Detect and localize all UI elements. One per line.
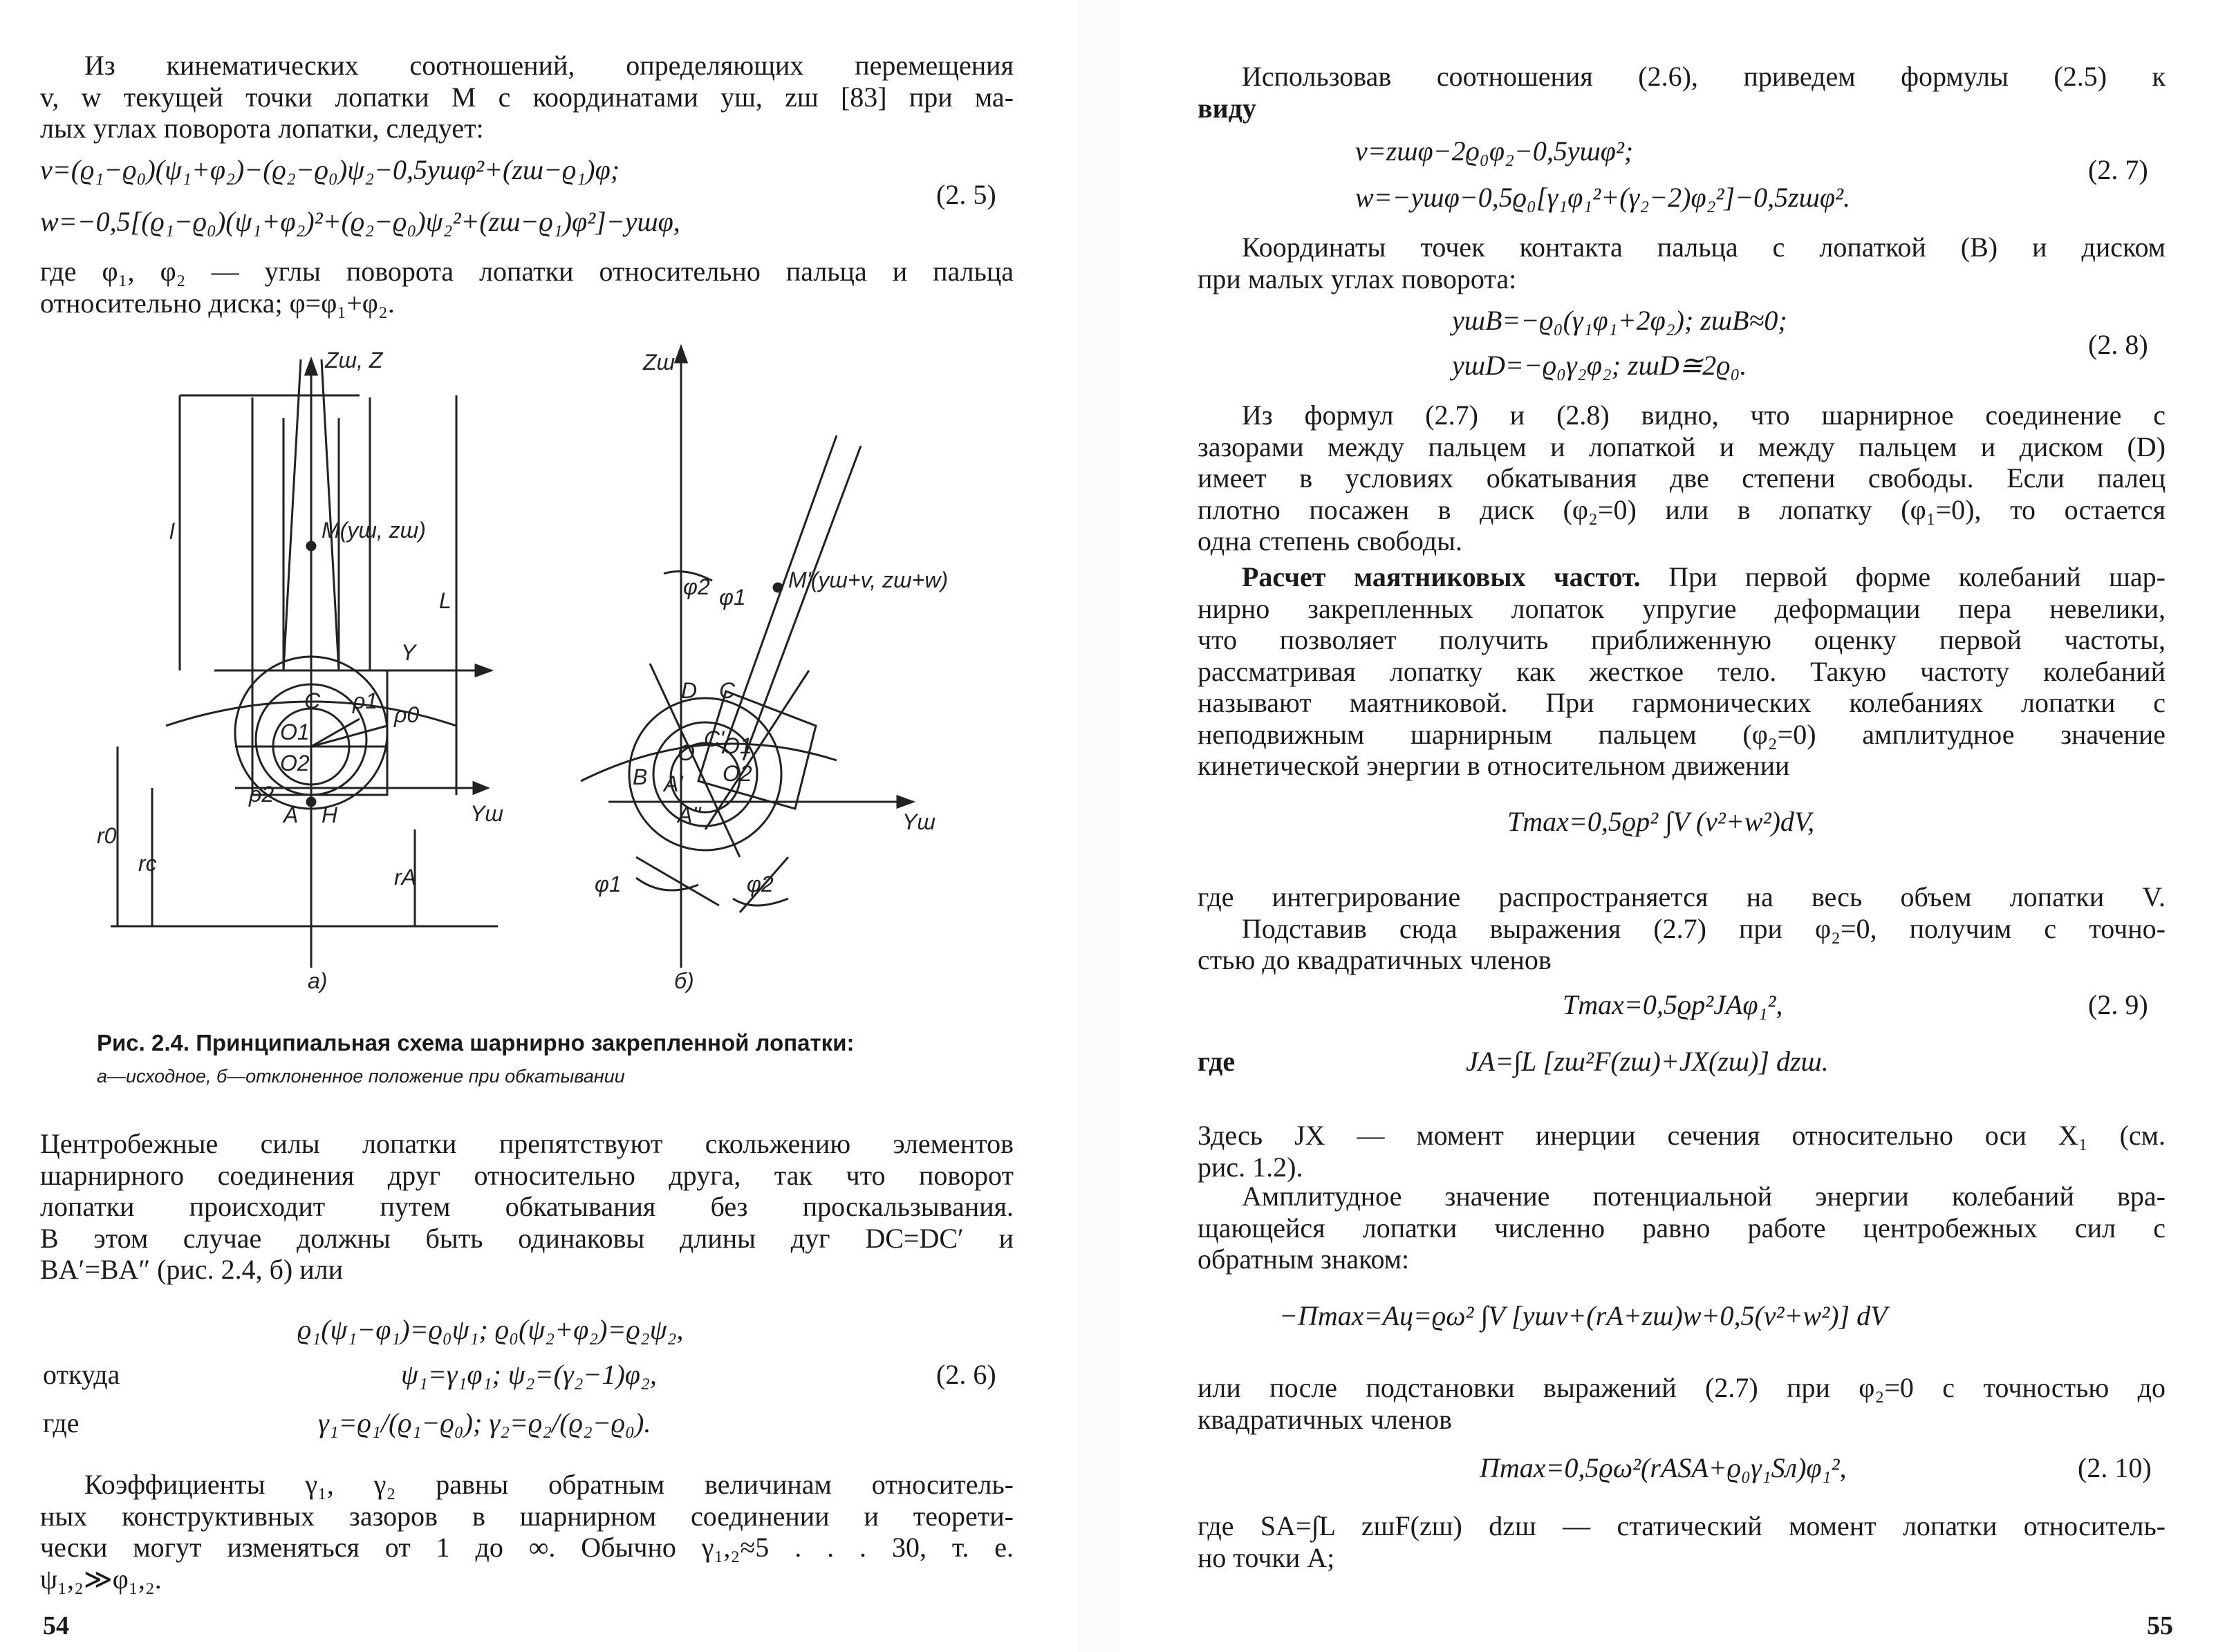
equation-number-2-5: (2. 5) (936, 179, 996, 210)
text-line: или после подстановки выражений (2.7) при φ₂=0 с точностью до (1198, 1372, 2166, 1403)
text-line: рассматривая лопатку как жесткое тело. Такую частоту колебаний (1198, 655, 2166, 687)
disk-circle-b (629, 698, 781, 850)
label-h: H (322, 802, 338, 827)
point-h (307, 798, 315, 806)
equation-pmax-work: −Πmax=Aц=ϱω² ∫V [yшv+(rA+zш)w+0,5(v²+w²)] dV (1279, 1300, 1888, 1331)
text-line: чески могут изменяться от 1 до ∞. Обычно γ₁,₂≈5 . . . 30, т. е. (40, 1532, 1014, 1563)
right-page (1106, 0, 2216, 1652)
text-line: Коэффициенты γ₁, γ₂ равны обратным величинам относитель- (84, 1469, 1014, 1500)
page-number-right: 55 (2147, 1611, 2173, 1640)
label-zaxis-b: Zш (643, 350, 676, 375)
equation-label-otkuda: откуда (43, 1359, 120, 1390)
label-zaxis-a: Zш, Z (325, 348, 383, 373)
label-rc: rc (138, 851, 157, 876)
label-c-a: C (304, 688, 321, 713)
label-rho2: ρ2 (249, 782, 274, 807)
text-line: Из кинематических соотношений, определяющих перемещения (84, 50, 1014, 81)
label-phi1: φ1 (719, 585, 746, 610)
text-line: лопатки происходит путем обкатывания без проскальзывания. (40, 1191, 1014, 1222)
text-line: стью до квадратичных членов (1198, 944, 1552, 975)
figure-2-4 (97, 332, 961, 1016)
text-line: Подставив сюда выражения (2.7) при φ₂=0, получим с точно- (1242, 912, 2166, 944)
equation-2-7-line-2: w=−yшφ−0,5ϱ₀[γ₁φ₁²+(γ₂−2)φ₂²]−0,5zшφ². (1355, 182, 1850, 213)
y-sh-arrow-icon (474, 782, 487, 794)
equation-label-gde: где (43, 1407, 80, 1438)
equation-2-5-line-2: w=−0,5[(ϱ₁−ϱ₀)(ψ₁+φ₂)²+(ϱ₂−ϱ₀)ψ₂²+(zш−ϱ₁)φ²]−yшφ, (40, 206, 680, 237)
label-o: O (678, 740, 695, 765)
y-axis-arrow-icon (476, 665, 491, 676)
label-o1-b: O1 (723, 733, 752, 758)
text-line: виду (1198, 92, 1256, 124)
right-para-4 (1198, 561, 2166, 782)
label-d: D (681, 678, 698, 703)
text-line: лых углах поворота лопатки, следует: (40, 113, 484, 144)
text-line: квадратичных членов (1198, 1403, 1453, 1435)
text-line: при малых углах поворота: (1198, 263, 1517, 294)
text-line: При первой форме колебаний шар- (1640, 561, 2166, 592)
text-line: Здесь JX — момент инерции сечения относительно оси X₁ (см. (1198, 1120, 2166, 1151)
text-line: обратным знаком: (1198, 1243, 1410, 1275)
equation-number-2-8: (2. 8) (2088, 329, 2148, 360)
label-phi2: φ2 (683, 574, 710, 599)
equation-2-5-line-1: v=(ϱ₁−ϱ₀)(ψ₁+φ₂)−(ϱ₂−ϱ₀)ψ₂−0,5yшφ²+(zш−ϱ₁)φ; (40, 154, 620, 185)
equation-tmax-kinetic: Tmax=0,5ϱp² ∫V (v²+w²)dV, (1507, 806, 1815, 837)
diagram-a (111, 359, 498, 968)
right-para-3 (1198, 400, 2166, 557)
text-line: шарнирного соединения друг относительно друга, так что поворот (40, 1159, 1014, 1191)
equation-2-9-line-1: Tmax=0,5ϱp²JAφ₁², (1563, 989, 1783, 1020)
text-line: BA′=BA″ (рис. 2.4, б) или (40, 1254, 344, 1285)
equation-number-2-9: (2. 9) (2088, 989, 2148, 1020)
page-number-left: 54 (43, 1611, 69, 1640)
right-para-6 (1198, 1120, 2166, 1183)
left-page (0, 0, 1065, 1652)
figure-caption-sub: а—исходное, б—отклоненное положение при обкатывании (97, 1066, 625, 1087)
label-ra: rA (394, 865, 416, 890)
subfigure-b-label: б) (674, 968, 694, 993)
text-line: Центробежные силы лопатки препятствуют скольжению элементов (40, 1128, 1014, 1159)
label-o2-b: O2 (723, 761, 752, 786)
text-line: где φ₁, φ₂ — углы поворота лопатки относительно пальца и пальца (40, 256, 1014, 287)
label-y-axis: Y (401, 640, 416, 665)
text-line: кинетической энергии в относительном движении (1198, 750, 1790, 781)
left-para-1 (40, 50, 1014, 144)
right-para-5 (1198, 881, 2166, 976)
left-para-4 (40, 1469, 1014, 1595)
text-line: относительно диска; φ=φ₁+φ₂. (40, 287, 395, 319)
point-m-prime (774, 583, 782, 592)
right-para-1 (1198, 61, 2166, 124)
text-line: Амплитудное значение потенциальной энергии колебаний вра- (1242, 1181, 2166, 1212)
equation-2-8-line-1: yшB=−ϱ₀(γ₁φ₁+2φ₂); zшB≈0; (1452, 305, 1787, 336)
left-para-2 (40, 256, 1014, 319)
text-line: щающейся лопатки численно равно работе центробежных сил с (1198, 1212, 2166, 1243)
label-point-m-prime: M'(yш+v, zш+w) (788, 567, 949, 592)
equation-2-6-line-2: ψ₁=γ₁φ₁; ψ₂=(γ₂−1)φ₂, (401, 1359, 657, 1390)
equation-2-8-line-2: yшD=−ϱ₀γ₂φ₂; zшD≅2ϱ₀. (1452, 350, 1747, 381)
right-para-9 (1198, 1510, 2166, 1573)
label-r0: r0 (97, 823, 117, 848)
label-c-b: C (719, 678, 736, 703)
text-line: рис. 1.2). (1198, 1151, 1303, 1183)
label-c-prime: C' (704, 726, 725, 751)
label-y-sh-a: Yш (470, 801, 503, 826)
text-line: где интегрирование распространяется на весь объем лопатки V. (1198, 881, 2166, 912)
label-point-m: M(yш, zш) (322, 518, 426, 543)
text-line: одна степень свободы. (1198, 525, 1462, 556)
text-line: Использовав соотношения (2.6), приведем формулы (2.5) к (1242, 61, 2166, 92)
label-a-prime: A' (664, 771, 683, 796)
point-m (307, 542, 315, 550)
right-para-7 (1198, 1181, 2166, 1275)
y-sh-b-arrow-icon (897, 796, 913, 807)
equation-2-7-line-1: v=zшφ−2ϱ₀φ₂−0,5yшφ²; (1355, 135, 1634, 167)
text-line: нирно закрепленных лопаток упругие деформации пера невелики, (1198, 592, 2166, 624)
label-a: A (283, 802, 299, 827)
right-para-2 (1198, 232, 2166, 294)
equation-number-2-6: (2. 6) (936, 1359, 996, 1390)
z-axis-arrow-icon (306, 359, 317, 375)
text-line: плотно посажен в диск (φ₂=0) или в лопатку (φ₁=0), то остается (1198, 494, 2166, 525)
text-line: зазорами между пальцем и лопаткой и между пальцем и диском (D) (1198, 431, 2166, 462)
label-a-double-prime: A'' (678, 802, 701, 827)
text-line: В этом случае должны быть одинаковы длины дуг DC=DC′ и (40, 1222, 1014, 1254)
label-rho0: ρ0 (394, 702, 420, 727)
equation-number-2-10: (2. 10) (2078, 1452, 2152, 1483)
equation-2-6-line-1: ϱ₁(ψ₁−φ₁)=ϱ₀ψ₁; ϱ₀(ψ₂+φ₂)=ϱ₂ψ₂, (297, 1314, 684, 1345)
label-y-sh-b: Yш (902, 809, 935, 834)
text-line: ψ₁,₂≫φ₁,₂. (40, 1563, 162, 1595)
section-heading: Расчет маятниковых частот. (1242, 561, 1641, 592)
equation-label-gde-2-9: где (1198, 1046, 1236, 1077)
phi2-arc-b (733, 899, 788, 905)
z-axis-b-arrow-icon (676, 347, 687, 362)
text-line: v, w текущей точки лопатки M с координатами yш, zш [83] при ма- (40, 81, 1014, 113)
text-line: что позволяет получить приближенную оценку первой частоты, (1198, 624, 2166, 655)
equation-2-6-line-3: γ₁=ϱ₁/(ϱ₁−ϱ₀); γ₂=ϱ₂/(ϱ₂−ϱ₀). (318, 1407, 651, 1438)
text-line: где SA=∫L zшF(zш) dzш — статический момент лопатки относитель- (1198, 1510, 2166, 1541)
label-o1-a: O1 (280, 720, 310, 744)
text-line: называют маятниковой. При гармонических колебаниях лопатки с (1198, 687, 2166, 718)
text-line: неподвижным шарнирным пальцем (φ₂=0) амплитудное значение (1198, 718, 2166, 750)
equation-2-9-line-2: JA=∫L [zш²F(zш)+JX(zш)] dzш. (1466, 1046, 1829, 1077)
figure-caption-title: Рис. 2.4. Принципиальная схема шарнирно закрепленной лопатки: (97, 1030, 855, 1055)
text-line: ных конструктивных зазоров в шарнирном соединении и теорети- (40, 1500, 1014, 1532)
label-L: L (439, 588, 451, 613)
text-line: Из формул (2.7) и (2.8) видно, что шарнирное соединение с (1242, 400, 2166, 431)
left-para-3 (40, 1128, 1014, 1286)
blade-b-right (743, 446, 861, 760)
right-para-8 (1198, 1372, 2166, 1435)
label-l: l (169, 519, 175, 544)
equation-2-10-line-1: Πmax=0,5ϱω²(rASA+ϱ₀γ₁Sл)φ₁², (1480, 1452, 1847, 1483)
text-line: но точки A; (1198, 1541, 1335, 1573)
label-phi2-b: φ2 (747, 872, 774, 897)
label-rho1: ρ1 (353, 688, 378, 713)
equation-number-2-7: (2. 7) (2088, 154, 2148, 185)
text-line: Координаты точек контакта пальца с лопаткой (B) и диском (1242, 232, 2166, 263)
text-line: имеет в условиях обкатывания две степени свободы. Если палец (1198, 462, 2166, 494)
label-b: B (633, 764, 648, 789)
label-phi1-b: φ1 (595, 872, 622, 897)
subfigure-a-label: а) (308, 968, 328, 993)
label-o2-a: O2 (280, 751, 310, 776)
